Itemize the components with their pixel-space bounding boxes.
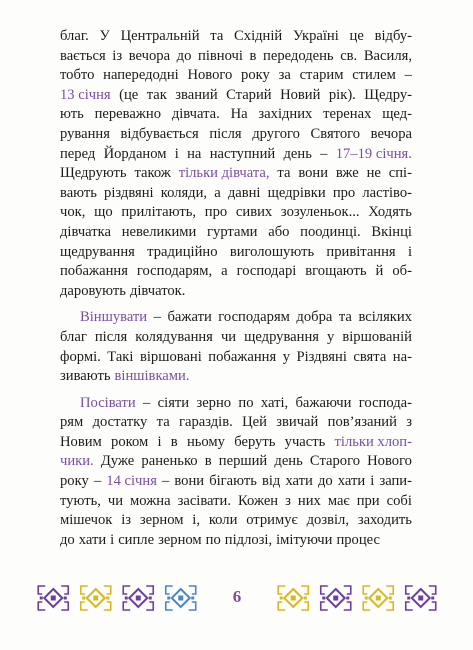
word: давні <box>227 184 261 201</box>
word: процес <box>336 531 380 548</box>
text-line <box>60 145 412 165</box>
text-line <box>60 86 412 106</box>
highlighted-term: тільки хлоп- <box>334 433 412 450</box>
text-line <box>60 492 412 512</box>
word: до <box>176 47 192 64</box>
word: перший <box>218 453 268 470</box>
word: достатку <box>92 414 148 431</box>
text-line <box>60 184 412 204</box>
word: сіяти <box>157 394 190 411</box>
word: об- <box>392 263 412 280</box>
text-line <box>60 47 412 67</box>
word: заходить <box>357 512 412 529</box>
word: вечора <box>370 125 412 142</box>
word: засівати. <box>177 492 231 509</box>
text-line <box>60 125 412 145</box>
word: чок, <box>60 204 86 221</box>
word: віршовані <box>139 348 202 365</box>
word: пов’язаний <box>327 414 397 431</box>
text-line <box>60 27 412 47</box>
word: напередодні <box>103 67 179 84</box>
word: та <box>338 309 352 326</box>
word: стилем <box>352 67 396 84</box>
word: Василя, <box>363 47 412 64</box>
highlighted-term: чики. <box>60 453 94 470</box>
word: вони <box>174 473 205 490</box>
word: по <box>238 394 254 411</box>
word: Нового <box>367 453 412 470</box>
word: у <box>327 328 335 345</box>
word: року <box>241 67 270 84</box>
highlighted-term: 14 січня <box>106 473 157 490</box>
word: участь <box>284 433 326 450</box>
word: вають <box>60 184 97 201</box>
word: беруть <box>234 433 276 450</box>
word: наступний <box>209 145 276 162</box>
word: собі <box>386 492 412 509</box>
word: й <box>375 263 384 280</box>
word: підлозі, <box>224 531 273 548</box>
word: щед- <box>382 106 412 123</box>
paragraph-gap <box>60 301 412 308</box>
word: званий <box>175 86 218 103</box>
paragraph-gap <box>60 387 412 394</box>
word: західних <box>258 106 313 123</box>
word: можна <box>130 492 171 509</box>
word: Святого <box>310 125 361 142</box>
word: – <box>320 145 328 162</box>
word: добра <box>296 309 333 326</box>
word: коляди, <box>160 184 208 201</box>
word: побажання <box>208 348 277 365</box>
word: господарям, <box>136 263 213 280</box>
word: Старого <box>309 453 360 470</box>
word: бігають <box>209 473 257 490</box>
word: чи <box>220 328 237 345</box>
word: Щедрують <box>60 165 127 182</box>
word: рування <box>60 125 110 142</box>
word: У <box>99 28 110 44</box>
text-line <box>60 105 412 125</box>
word: це <box>349 28 364 44</box>
word: та <box>156 414 170 431</box>
text-line <box>60 367 412 387</box>
word: Йорданом <box>103 145 167 162</box>
word: при <box>356 492 380 509</box>
word: Україні <box>292 28 339 44</box>
word: у <box>282 348 290 365</box>
paragraph <box>60 308 412 386</box>
word: та <box>210 28 224 44</box>
word: другого <box>252 125 300 142</box>
word: раненько <box>141 453 198 470</box>
word: по <box>205 531 221 548</box>
word: вечора <box>128 47 171 64</box>
word: Новим <box>60 433 102 450</box>
word: вже <box>335 165 359 182</box>
text-line <box>60 203 412 223</box>
word: року <box>60 473 89 490</box>
word: прилітають, <box>121 204 197 221</box>
word: На <box>230 106 248 123</box>
word: рям <box>60 414 84 431</box>
word: Центральній <box>120 28 200 44</box>
text-line <box>60 433 412 453</box>
word: дівчата. <box>171 106 220 123</box>
word: сипле <box>118 531 155 548</box>
word: формі. <box>60 348 101 365</box>
word: і <box>407 243 412 260</box>
word: не <box>366 165 381 182</box>
highlighted-term: Посівати <box>80 394 136 411</box>
word: – <box>404 67 412 84</box>
word: різдвяні <box>104 184 154 201</box>
word: зивають <box>60 368 111 385</box>
text-line <box>60 328 412 348</box>
word: в <box>204 453 212 470</box>
word: із <box>121 512 132 529</box>
word: спі- <box>388 165 412 182</box>
word: даровують <box>60 282 126 299</box>
word: (це <box>119 86 139 103</box>
word: також <box>134 165 171 182</box>
word: вгощають <box>305 263 367 280</box>
word: і, <box>192 512 200 529</box>
word: ластіво- <box>362 184 412 201</box>
text-line <box>60 243 412 263</box>
text-line <box>60 413 412 433</box>
word: хати <box>285 473 313 490</box>
word: про <box>204 204 228 221</box>
word: Старий <box>226 86 272 103</box>
word: зерном <box>158 531 202 548</box>
word: господа- <box>358 394 412 411</box>
word: дівчатка <box>60 223 111 240</box>
word: за <box>278 67 291 84</box>
word: зозуленьок... <box>280 204 360 221</box>
word: ють <box>60 106 84 123</box>
word: коли <box>208 512 238 529</box>
word: благ <box>60 328 87 345</box>
word: що <box>94 204 113 221</box>
word: тобто <box>60 67 95 84</box>
word: дозвіл, <box>306 512 349 529</box>
highlighted-term: 13 січня <box>60 86 111 103</box>
text-line <box>60 348 412 368</box>
word: отримує <box>246 512 298 529</box>
text-line <box>60 472 412 492</box>
word: день <box>274 453 303 470</box>
word: гуртами <box>207 223 258 240</box>
word: і <box>174 145 179 162</box>
word: після <box>94 328 128 345</box>
text-line <box>60 308 412 328</box>
highlighted-term: тільки дівчата, <box>178 165 270 182</box>
word: щедрування <box>244 328 319 345</box>
word: чи <box>107 492 124 509</box>
word: рік). <box>328 86 356 103</box>
highlighted-term: 17–19 січня. <box>335 145 412 162</box>
word: від <box>261 473 281 490</box>
word: ньому <box>186 433 225 450</box>
word: вони <box>298 165 329 182</box>
word: з <box>406 414 412 431</box>
word: з <box>285 492 291 509</box>
word: переважно <box>94 106 161 123</box>
word: після <box>209 125 242 142</box>
word: традиційно <box>147 243 218 260</box>
word: Цей <box>242 414 267 431</box>
text-line <box>60 394 412 414</box>
word: а <box>221 263 228 280</box>
word: і <box>110 531 115 548</box>
highlighted-term: віншівками. <box>114 368 190 385</box>
word: благ. <box>60 28 89 44</box>
text-line <box>60 262 412 282</box>
word: тують, <box>60 492 101 509</box>
word: – <box>143 394 151 411</box>
word: старим <box>299 67 344 84</box>
word: Нового <box>187 67 233 84</box>
word: до <box>60 531 75 548</box>
word: хати <box>337 473 366 490</box>
word: віршованій <box>342 328 412 345</box>
word: із <box>112 47 123 64</box>
word: півночі <box>198 47 243 64</box>
highlighted-term: Віншувати <box>80 309 148 326</box>
word: бажати <box>167 309 212 326</box>
word: день <box>283 145 312 162</box>
text-line <box>60 66 412 86</box>
page-footer <box>32 572 442 620</box>
word: теренах <box>323 106 372 123</box>
word: Щедру- <box>364 86 412 103</box>
embroidery-ornament-icon <box>32 580 202 616</box>
word: або <box>268 223 290 240</box>
embroidery-ornament-icon <box>272 580 442 616</box>
word: до <box>317 473 333 490</box>
text-line <box>60 511 412 531</box>
word: побажання <box>60 263 128 280</box>
word: зерном <box>139 512 184 529</box>
word: Кожен <box>238 492 279 509</box>
word: господарі <box>236 263 297 280</box>
word: Різдвяні <box>296 348 347 365</box>
word: бажаючи <box>295 394 352 411</box>
word: Ходять <box>368 204 412 221</box>
word: св. <box>340 47 358 64</box>
word: та <box>277 165 291 182</box>
word: на <box>187 145 202 162</box>
word: Новий <box>280 86 321 103</box>
word: невеликими <box>121 223 197 240</box>
word: Вкінці <box>371 223 412 240</box>
word: колядування <box>135 328 213 345</box>
word: в <box>249 47 257 64</box>
word: зерно <box>196 394 232 411</box>
word: відбувається <box>120 125 199 142</box>
word: має <box>327 492 350 509</box>
word: щедрування <box>60 243 135 260</box>
word: про <box>332 184 356 201</box>
word: мішечок <box>60 512 113 529</box>
word: в <box>170 433 178 450</box>
word: свята <box>353 348 387 365</box>
word: звичай <box>276 414 319 431</box>
paragraph <box>60 27 412 301</box>
word: поодинці. <box>300 223 361 240</box>
word: вається <box>60 47 106 64</box>
word: запи- <box>379 473 412 490</box>
word: – <box>153 309 161 326</box>
word: так <box>146 86 167 103</box>
word: сивих <box>235 204 273 221</box>
word: Такі <box>107 348 134 365</box>
word: роком <box>111 433 149 450</box>
word: – <box>93 473 102 490</box>
page-number: 6 <box>232 587 242 606</box>
word: на- <box>392 348 412 365</box>
word: щедрівки <box>267 184 326 201</box>
text-line <box>60 164 412 184</box>
word: них <box>297 492 321 509</box>
word: – <box>162 473 170 490</box>
word: перед <box>60 145 96 162</box>
word: виголошують <box>229 243 315 260</box>
word: передодень <box>263 47 334 64</box>
text-line <box>60 531 412 551</box>
word: господарям <box>218 309 290 326</box>
word: Дуже <box>100 453 135 470</box>
text-line <box>60 223 412 243</box>
word: імітуючи <box>276 531 333 548</box>
word: відбу- <box>374 28 412 44</box>
word: і <box>157 433 162 450</box>
word: а <box>214 184 221 201</box>
word: і <box>370 473 375 490</box>
word: дівчаток. <box>129 282 186 299</box>
document-body <box>60 27 412 550</box>
word: привітання <box>326 243 396 260</box>
word: хаті, <box>260 394 289 411</box>
paragraph <box>60 394 412 551</box>
word: гараздів. <box>179 414 233 431</box>
text-line <box>60 282 412 302</box>
word: Східній <box>234 28 283 44</box>
word: всіляких <box>358 309 412 326</box>
text-line <box>60 452 412 472</box>
word: хати <box>78 531 107 548</box>
